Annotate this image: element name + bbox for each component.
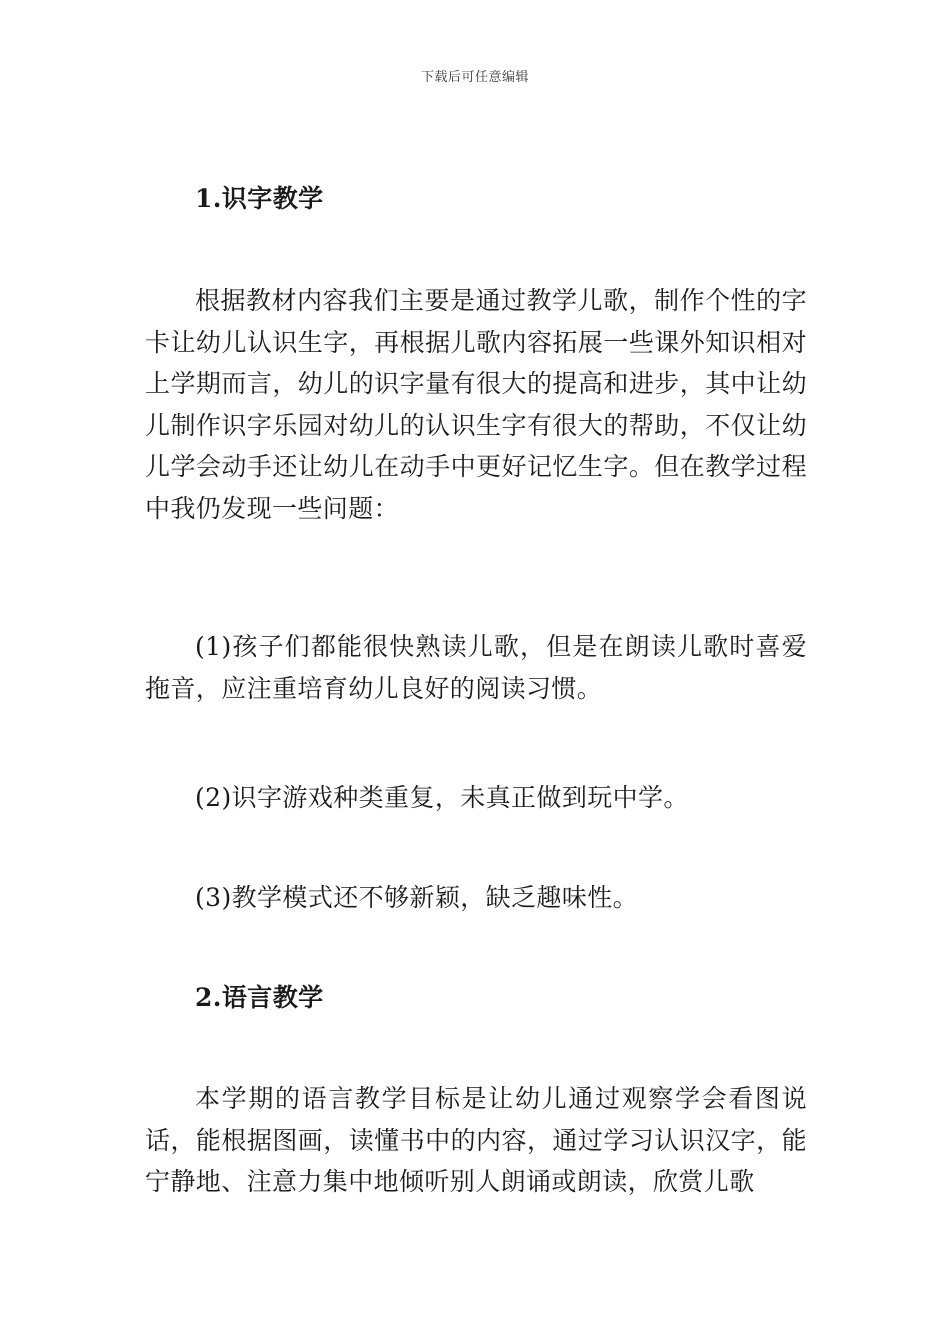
paragraph-literacy: 根据教材内容我们主要是通过教学儿歌，制作个性的字卡让幼儿认识生字，再根据儿歌内容拓展一些课外知识相对上学期而言，幼儿的识字量有很大的提高和进步，其中让幼儿制作识字乐园对幼儿的认识生字有很大的帮助，不仅让幼儿学会动手还让幼儿在动手中更好记忆生字。但在教学过程中我仍发现一些问题：	[145, 286, 807, 523]
issue-item-2: (2)识字游戏种类重复，未真正做到玩中学。	[195, 783, 689, 812]
issue-item-1: (1)孩子们都能很快熟读儿歌，但是在朗读儿歌时喜爱拖音，应注重培育幼儿良好的阅读习惯。	[145, 632, 807, 703]
section-heading-language: 2.语言教学	[195, 983, 324, 1012]
header-note: 下载后可任意编辑	[420, 70, 529, 85]
issue-item-3: (3)教学模式还不够新颖，缺乏趣味性。	[195, 883, 639, 912]
section-heading-literacy: 1.识字教学	[195, 184, 324, 213]
paragraph-language: 本学期的语言教学目标是让幼儿通过观察学会看图说话，能根据图画，读懂书中的内容，通过学习认识汉字，能宁静地、注意力集中地倾听别人朗诵或朗读，欣赏儿歌	[145, 1084, 807, 1196]
